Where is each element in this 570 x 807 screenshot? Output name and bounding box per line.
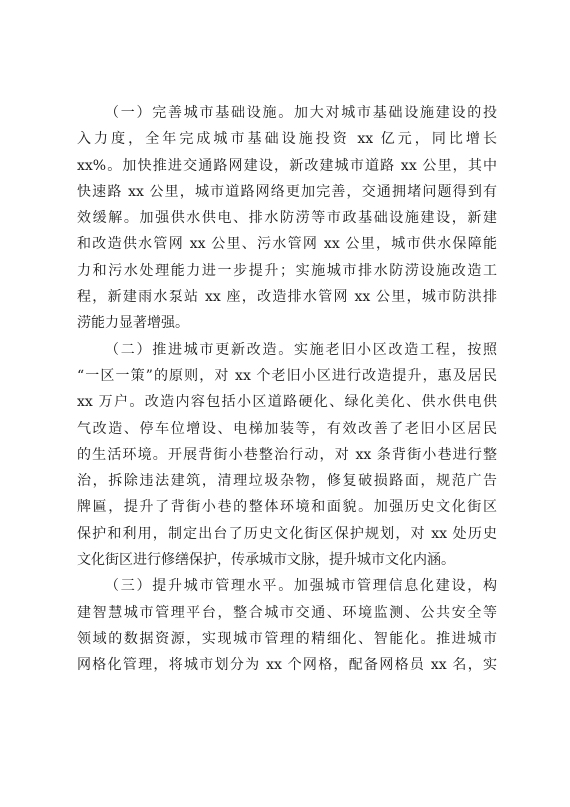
paragraph-line: 和改造供水管网 xx 公里、污水管网 xx 公里，城市供水保障能 [77,236,497,253]
paragraph-line: 文化街区进行修缮保护，传承城市文脉，提升城市文化内涵。 [77,552,455,569]
document-body [77,100,497,679]
paragraph-line: 程，新建雨水泵站 xx 座，改造排水管网 xx 公里，城市防洪排 [77,289,497,306]
paragraph-2 [77,337,497,574]
paragraph-line: xx%。加快推进交通路网建设，新改建城市道路 xx 公里，其中 [77,157,497,174]
paragraph-3 [77,573,497,678]
paragraph-line: 气改造、停车位增设、电梯加装等，有效改善了老旧小区居民 [77,420,497,437]
paragraph-line: （三）提升城市管理水平。加强城市管理信息化建设，构 [105,578,497,595]
paragraph-line: （二）推进城市更新改造。实施老旧小区改造工程，按照 [105,341,497,358]
paragraph-line: 涝能力显著增强。 [77,315,189,332]
paragraph-line: 入力度，全年完成城市基础设施投资 xx 亿元，同比增长 [77,131,497,148]
paragraph-line: 力和污水处理能力进一步提升；实施城市排水防涝设施改造工 [77,262,497,279]
paragraph-line: 的生活环境。开展背街小巷整治行动，对 xx 条背街小巷进行整 [77,446,497,463]
paragraph-line: 快速路 xx 公里，城市道路网络更加完善，交通拥堵问题得到有 [77,183,497,200]
paragraph-line: 牌匾，提升了背街小巷的整体环境和面貌。加强历史文化街区 [77,499,497,516]
paragraph-line: 建智慧城市管理平台，整合城市交通、环境监测、公共安全等 [77,604,497,621]
paragraph-line: xx 万户。改造内容包括小区道路硬化、绿化美化、供水供电供 [77,394,497,411]
paragraph-line: 治，拆除违法建筑，清理垃圾杂物，修复破损路面，规范广告 [77,473,497,490]
paragraph-line: 效缓解。加强供水供电、排水防涝等市政基础设施建设，新建 [77,210,497,227]
paragraph-line: （一）完善城市基础设施。加大对城市基础设施建设的投 [105,105,497,121]
paragraph-line: 领域的数据资源，实现城市管理的精细化、智能化。推进城市 [77,630,497,647]
paragraph-line: 保护和利用，制定出台了历史文化街区保护规划，对 xx 处历史 [77,525,497,542]
paragraph-1 [77,100,497,337]
paragraph-line: 网格化管理，将城市划分为 xx 个网格，配备网格员 xx 名，实 [77,657,497,674]
paragraph-line: “一区一策”的原则，对 xx 个老旧小区进行改造提升，惠及居民 [77,367,497,384]
